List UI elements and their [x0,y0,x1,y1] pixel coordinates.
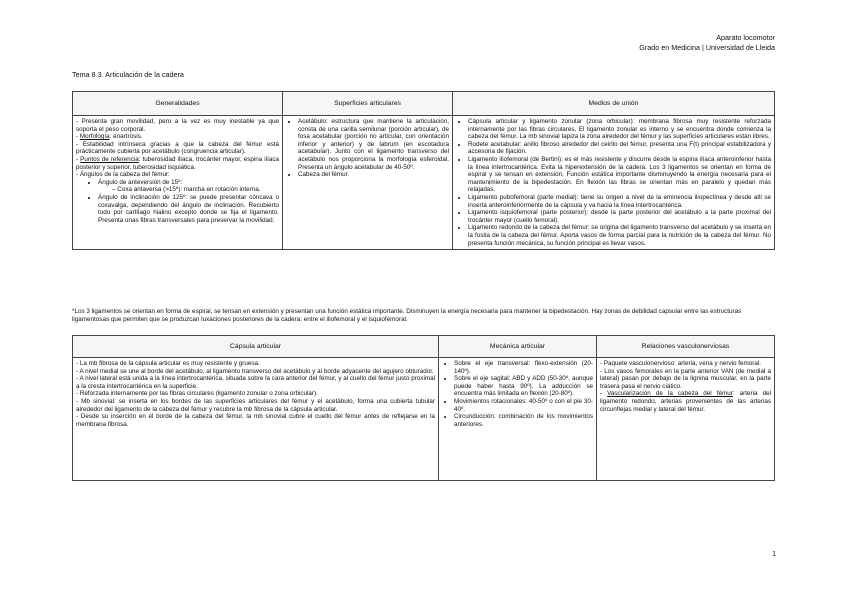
text-line: - A nivel lateral está unida a la línea intertrocantérica, situada sobre la cara anterior del fémur, y al cuello del fémur justo proximal a la cresta intertrocantérica en la superficie. [76,375,435,390]
text-line: - Los vasos femorales en la parte anterior VAN (de medial a lateral) pasan por debajo de la lignina muscular, en la parte trasera pasa el nervio ciático. [600,367,771,390]
header-mecanica: Mecánica articular [439,336,597,358]
header-relaciones: Relaciones vasculonerviosas [597,336,775,358]
header-superficies: Superficies articulares [283,92,453,116]
table-structure [72,91,775,250]
header-capsula: Cápsula articular [73,336,439,358]
list-item: • Rodete acetabular: anillo fibroso alrededor del ceirllo del fémur, presenta una F(t) principal estabilizadora y accesoria de fijación. [468,141,771,156]
text-movilidad: - Presenta gran movilidad, pero a la vez es muy inestable ya que soporta el peso corporal. [76,118,279,133]
list-item: • Ligamento redondo de la cabeza del fémur: se origina del ligamento transverso del acetábulo y se inserta en la fosita de la cabeza del fémur. Aporta vasos de forma parcial para la nutrición de la cabeza del fémur. No presenta función mecánica, su función principal es llevar vasos. [468,224,771,247]
footnote: *Los 3 ligamentos se orientan en forma de espiral, se tensan en extensión y presentan una función estática importante. Disminuyen la energía necesaria para mantener la bipedestación. Hay zonas de debilidad capsular entre las estructuras ligamentosas que permiten que se produzcan luxaciones posteriores de la cadera: entre el iliofemoral y el isquiofemoral. [72,308,742,323]
list-item: • Sobre el eje transversal: flexo-extensión (20-140º). [454,360,593,375]
text-line: - A nivel medial se une al borde del acetábulo, al ligamento transverso del acetábulo y al borde adyacente del agujero obturador. [76,367,434,375]
text-estabilidad: - Estabilidad intrínseca gracias a que la cabeza del fémur está prácticamente cubierta por acetábulo (congruencia articular). [76,140,279,156]
list-item: • Ángulo de anteversión de 15º: – Coxa antaversa (>15º): marcha en rotación interna. [98,179,279,194]
list-item: • Sobre el eje sagital: ABD y ADD (50-30º, aunque puede haber hasta 90º). La adducción se encuentra más limitada en flexión (20-80º). [454,375,593,398]
header-subject: Aparato locomotor [716,33,775,42]
list-item: • Circunducción: combinación de los movimientos anteriores. [454,413,593,428]
list-item: • Acetábulo: estructura que mantiene la articulación, consta de una carilla semilunar (porción articular), de fosa acetabular (porción no articular, con orientación inferior y anterior) y de labrum (en escotadura acetabular). Junto con el ligamento transverso del acetábulo nos proporciona la morfología esferoidal. Presenta un ángulo acetabular de 40-50º. [298,118,449,171]
angle-list [76,179,279,225]
cell-mecanica [439,358,597,481]
text-line: - Desde su inserción en el borde de la cabeza del fémur, la mb sinovial cubre el cuello del fémur antes de reflejarse en la membrana fibrosa. [76,413,435,428]
text-line: - Reforzada internamente por las fibras circulares (ligamento zonular o zona orbicular). [76,390,318,398]
text-vascularizacion: - Vascularización de la cabeza del fémur: arteria del ligamento redondo, arterias provenientes de las arterias circunflejas medial y lateral del fémur. [600,390,771,413]
header-generalidades: Generalidades [73,92,283,116]
list-item: • Ligamento isquiofemoral (parte posterior): desde la parte posterior del acetábulo a la parte proximal del trocánter mayor (cuello femoral). [468,209,771,224]
list-item: • Ligamento pubofemoral (parte medial): tiene su origen a nivel de la eminencia iliopectínea y desde allí se inserta anteroinferiormente de la cápsula y va hacia la línea intertrocantérica. [468,194,771,209]
topic-title: Tema 8.3. Articulación de la cadera [72,70,184,79]
text-morfologia: - Morfología: enartrosis. [76,133,143,141]
page-number: 1 [772,551,776,558]
header-course: Grado en Medicina | Universidad de Lleida [639,43,775,52]
list-item: • Ligamento iliofemoral (de Bertini): es el más resistente y discurre desde la espina ilíaca anteroinferior hasta la línea intertrocantérica. Evita la hiperextensión de la cadera. Los 3 ligamentos se orientan en forma de espiral y se tensan en extensión. Función estática importante disminuyendo la energía necesaria para el mantenimiento de la bipedestación. En flexión las fibras se orientan más en paralelo y quedan más relajadas. [468,156,771,194]
text-line: - Mb sinovial: se inserta en los bordes de las superficies articulares del fémur y el acetábulo, forma una cubierta tubular alrededor del ligamento de la cabeza del fémur y recubre la mb fibrosa de la cápsula articular. [76,397,435,413]
text-angulos: - Ángulos de la cabeza del fémur: [76,171,170,179]
cell-capsula [73,358,439,481]
text-line: - La mb fibrosa de la cápsula articular es muy resistente y gruesa. [76,360,260,367]
text-line: - Paquete vasculonervioso: arteria, vena y nervio femoral. [600,360,762,367]
cell-generalidades [73,116,283,250]
list-item: • Movimientos rotacionales: 40-50º o con el pie 30-40º. [454,398,593,413]
header-medios: Medios de unión [453,92,775,116]
list-item: – Coxa antaversa (>15º): marcha en rotación interna. [112,186,279,194]
table-capsule [72,335,775,481]
list-item: • Cabeza del fémur. [298,171,449,179]
list-item: • Cápsula articular y ligamento zonular (zona orbicular): membrana fibrosa muy resistente reforzada internamente por las fibras circulares. El ligamento zonular es interno y se encuentra donde comienza la cabeza del fémur. La mb sinovial tapiza la zona alrededor del fémur y las superficies articulares están libres. [468,118,771,141]
cell-superficies [283,116,453,250]
text-referencia: - Puntos de referencia: tuberosidad ilíaca, trocánter mayor, espina ilíaca posterior y superior, tuberosidad isquiática. [76,155,280,171]
cell-relaciones [597,358,775,481]
list-item: • Ángulo de inclinación de 125º: se puede presentar cóncava o coxavalga, dependiendo del ángulo de inclinación. Recubierto todo por cartílago hialino excepto donde se fija el ligamento. Presenta unas fibras transversales para preservar la movilidad. [98,194,279,224]
cell-medios [453,116,775,250]
page-header [639,33,775,53]
